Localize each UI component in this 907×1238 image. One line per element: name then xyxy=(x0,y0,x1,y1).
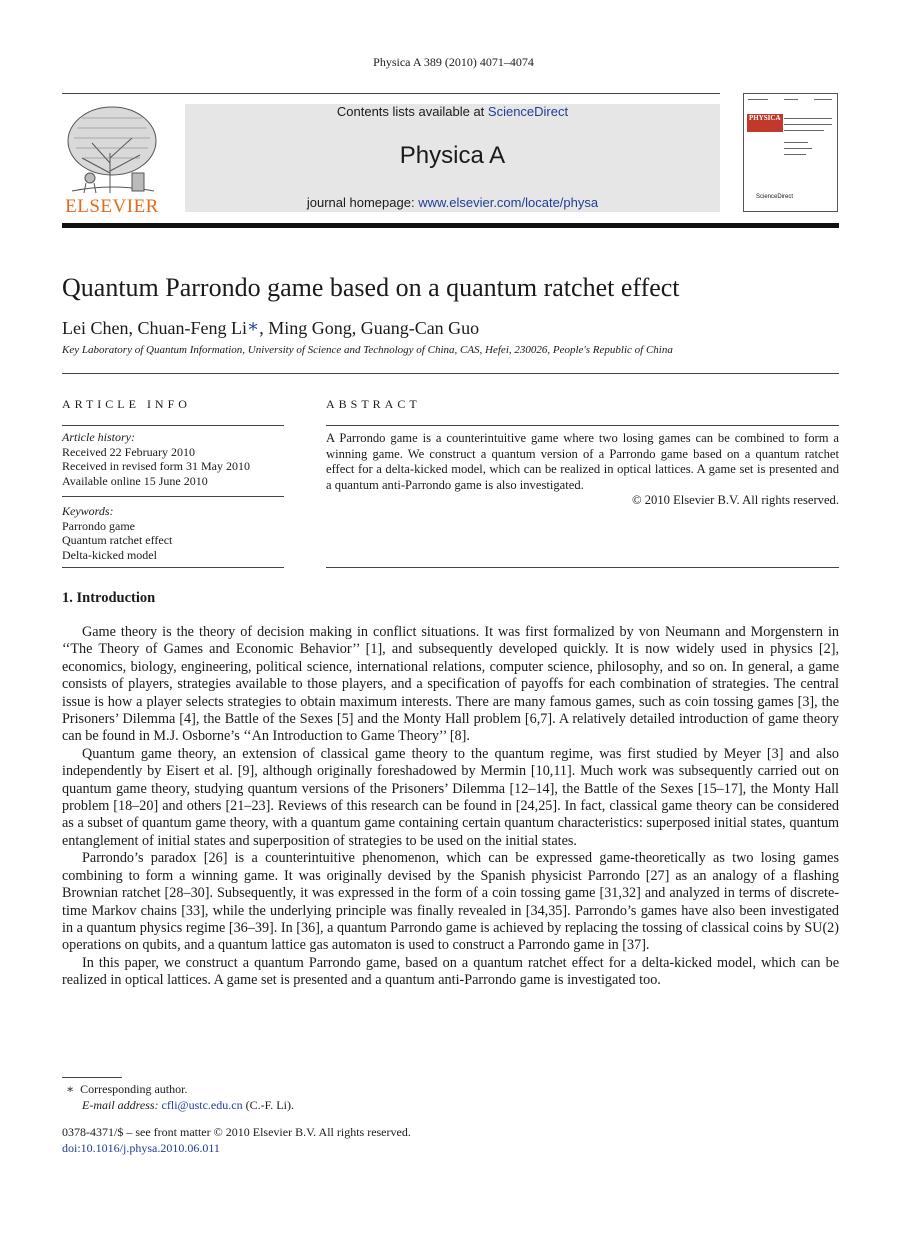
introduction-heading: 1. Introduction xyxy=(62,590,156,606)
abstract-rule xyxy=(326,425,839,426)
keyword: Delta-kicked model xyxy=(62,547,157,562)
cover-footer: ScienceDirect xyxy=(756,194,794,200)
article-title: Quantum Parrondo game based on a quantum ratchet effect xyxy=(62,273,680,302)
abstract-text: A Parrondo game is a counterintuitive game where two losing games can be combined to form a winning game. We construct a quantum version of a Parrondo game based on a quantum ratchet effect for a delta-kicked model, which can be realized in optical lattices. A game set is presented and a quantum anti-Parrondo game is also investigated. xyxy=(326,431,839,492)
authors-first: Lei Chen, Chuan-Feng Li xyxy=(62,318,247,338)
paragraph: Quantum game theory, an extension of classical game theory to the quantum regime, was first studied by Meyer [3] and also independently by Eisert et al. [9], although originally foreshadowed by Mermin [10,11]. Much work was subsequently carried out on quantum game theory, studying quantum versions of the Prisoners’ Dilemma [12–14], the Battle of the Sexes [15–17], the Monty Hall problem [18–20] and others [21–23]. Reviews of this research can be found in [24,25]. In fact, classical game theory can be considered as a subset of quantum game theory, with a quantum game containing certain quantum characteristics: superposed initial states, quantum entanglement of initial states and superposition of strategies to be used on the initial states. xyxy=(62,745,839,849)
contents-prefix: Contents lists available at xyxy=(336,104,488,119)
email-footnote xyxy=(82,1097,294,1113)
abstract-bottom-rule xyxy=(326,567,839,568)
paragraph: Game theory is the theory of decision making in conflict situations. It was first formalized by von Neumann and Morgenstern in ‘‘The Theory of Games and Economic Behavior’’ [1], and subsequently developed quickly. It is now widely used in physics [2], economics, biology, engineering, political science, international relations, computer science, philosophy, and so on. In general, a game consists of players, strategies available to those players, and a specification of payoffs for each combination of strategies. The central issue is how a player selects strategies to obtain maximum interests. There are many famous games, such as coin tossing games [3], the Prisoners’ Dilemma [4], the Battle of the Sexes [5] and the Monty Hall problem [6,7]. A relatively detailed introduction of game theory can be found in M.J. Osborne’s ‘‘An Introduction to Game Theory’’ [8]. xyxy=(62,624,839,745)
elsevier-wordmark: ELSEVIER xyxy=(65,196,159,217)
corresponding-footnote xyxy=(66,1081,187,1097)
homepage-prefix: journal homepage: xyxy=(306,195,419,210)
abstract-heading: ABSTRACT xyxy=(326,397,421,411)
introduction-body xyxy=(62,624,839,990)
contents-line xyxy=(185,104,720,119)
keywords xyxy=(62,504,172,562)
article-info-heading: ARTICLE INFO xyxy=(62,397,191,411)
header-thick-rule xyxy=(62,223,839,228)
keywords-label: Keywords: xyxy=(62,504,114,518)
history-label: Article history: xyxy=(62,430,135,444)
history-item: Received in revised form 31 May 2010 xyxy=(62,459,250,473)
cover-title: PHYSICA xyxy=(747,114,783,132)
history-item: Received 22 February 2010 xyxy=(62,444,195,459)
journal-citation: Physica A 389 (2010) 4071–4074 xyxy=(373,55,534,69)
article-history xyxy=(62,430,250,488)
authors-rest: , Ming Gong, Guang-Can Guo xyxy=(259,318,480,338)
affiliation: Key Laboratory of Quantum Information, University of Science and Technology of China, CAS, Hefei, 230026, People's Republic of China xyxy=(62,344,673,356)
header-rule xyxy=(62,93,720,94)
doi-line xyxy=(62,1140,220,1156)
doi-link[interactable]: doi:10.1016/j.physa.2010.06.011 xyxy=(62,1141,220,1155)
footnote-mark: ∗ xyxy=(66,1082,75,1096)
email-link[interactable]: cfli@ustc.edu.cn xyxy=(161,1098,243,1112)
journal-cover-thumbnail xyxy=(743,93,838,212)
sciencedirect-link[interactable]: ScienceDirect xyxy=(487,104,569,119)
journal-name: Physica A xyxy=(399,142,506,169)
front-matter: 0378-4371/$ – see front matter © 2010 Elsevier B.V. All rights reserved. xyxy=(62,1125,411,1139)
author-list xyxy=(62,316,479,339)
title-rule xyxy=(62,373,839,374)
homepage-line xyxy=(185,195,720,210)
abstract-body xyxy=(326,431,839,509)
corresponding-label: Corresponding author. xyxy=(80,1082,188,1096)
homepage-link[interactable]: www.elsevier.com/locate/physa xyxy=(418,195,599,210)
corresponding-author-mark[interactable]: ∗ xyxy=(246,316,260,336)
abstract-copyright: © 2010 Elsevier B.V. All rights reserved. xyxy=(632,493,839,508)
keywords-rule xyxy=(62,567,284,568)
history-rule xyxy=(62,496,284,497)
keyword: Parrondo game xyxy=(62,518,135,533)
article-info-rule xyxy=(62,425,284,426)
paragraph: In this paper, we construct a quantum Parrondo game, based on a quantum ratchet effect for a delta-kicked model, which can be realized in optical lattices. A game set is presented and a quantum anti-Parrondo game is investigated too. xyxy=(62,954,839,989)
paragraph: Parrondo’s paradox [26] is a counterintuitive phenomenon, which can be expressed game-theoretically as two losing games combining to form a winning game. It was originally devised by the Spanish physicist Parrondo [27] as an analogy of a flashing Brownian ratchet [28–30]. Subsequently, it was expressed in the form of a coin tossing game [31,32] and analyzed in terms of discrete-time Markov chains [33], while the underlying principle was finally revealed in [34,35]. Parrondo’s games have also been investigated in a quantum physics regime [36–39]. In [36], a quantum Parrondo game is achieved by replacing the tossing of classical coins by SU(2) operations on qubits, and a quantum lattice gas automaton is used to construct a Parrondo game in [37]. xyxy=(62,850,839,954)
email-label: E-mail address: xyxy=(82,1098,162,1112)
history-item: Available online 15 June 2010 xyxy=(62,473,208,488)
email-suffix: (C.-F. Li). xyxy=(242,1098,294,1112)
keyword: Quantum ratchet effect xyxy=(62,533,173,547)
footnote-rule xyxy=(62,1077,122,1078)
